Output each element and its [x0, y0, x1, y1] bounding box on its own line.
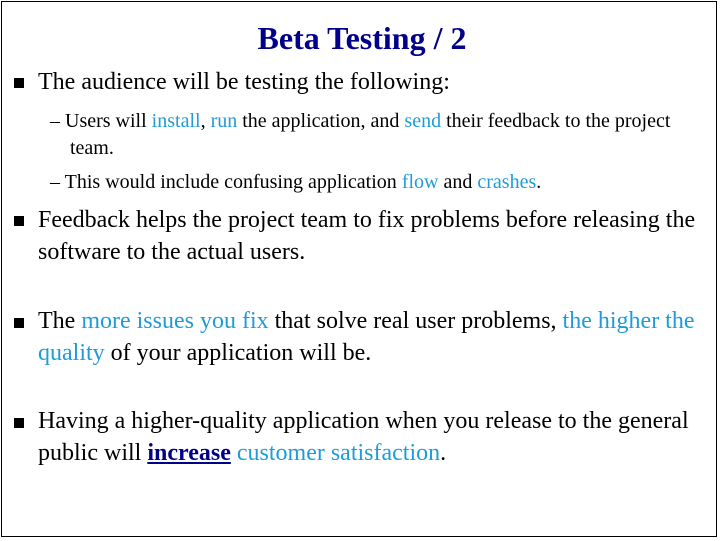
- bullet-3-text-c: of your application will be.: [104, 340, 372, 366]
- highlight-customer-satisfaction: customer satisfaction: [236, 440, 441, 466]
- bullet-4-text-c: .: [440, 440, 447, 466]
- bullet-square-icon: [14, 318, 24, 328]
- bullet-2-label: Feedback helps the project team to fix problems before releasing the software to the actual users.: [38, 207, 696, 265]
- bullet-square-icon: [14, 78, 24, 88]
- highlight-crashes: crashes: [477, 171, 537, 193]
- sub-1-text-b: ,: [200, 110, 211, 132]
- highlight-run: run: [210, 110, 238, 132]
- highlight-higher-quality: the higher the quality: [38, 308, 695, 366]
- sub-2-text-b: and: [438, 171, 478, 193]
- highlight-more-issues: more issues you fix: [81, 308, 269, 334]
- bullet-3-text-b: that solve real user problems,: [268, 308, 563, 334]
- bullet-3-text-a: The: [38, 308, 82, 334]
- bullet-text-4: [38, 405, 718, 469]
- bullet-square-icon: [14, 418, 24, 428]
- bullet-4-text-a: Having a higher-quality application when you release to the general public will: [38, 408, 689, 466]
- highlight-install: install: [151, 110, 201, 132]
- bullet-text-3: [38, 305, 718, 369]
- sub-dash: –: [50, 110, 60, 132]
- sub-2-text-c: .: [536, 171, 542, 193]
- sub-1-text-a: Users will: [65, 110, 152, 132]
- bullet-square-icon: [14, 216, 24, 226]
- bullet-text-1: [38, 66, 718, 98]
- slide: [1, 1, 717, 537]
- sub-1-text-c: the application, and: [237, 110, 405, 132]
- highlight-send: send: [404, 110, 442, 132]
- slide-title: Beta Testing / 2: [257, 20, 467, 56]
- sub-1-text-d: their feedback to the project team.: [70, 110, 671, 159]
- sub-dash: –: [50, 171, 60, 193]
- emphasis-increase: increase: [147, 440, 231, 466]
- highlight-flow: flow: [401, 171, 439, 193]
- sub-bullet-1: [50, 108, 710, 162]
- bullet-text-2: [38, 204, 718, 268]
- bullet-1-label: The audience will be testing the following:: [38, 69, 450, 95]
- sub-bullet-2: [50, 169, 710, 196]
- sub-2-text-a: This would include confusing application: [64, 171, 402, 193]
